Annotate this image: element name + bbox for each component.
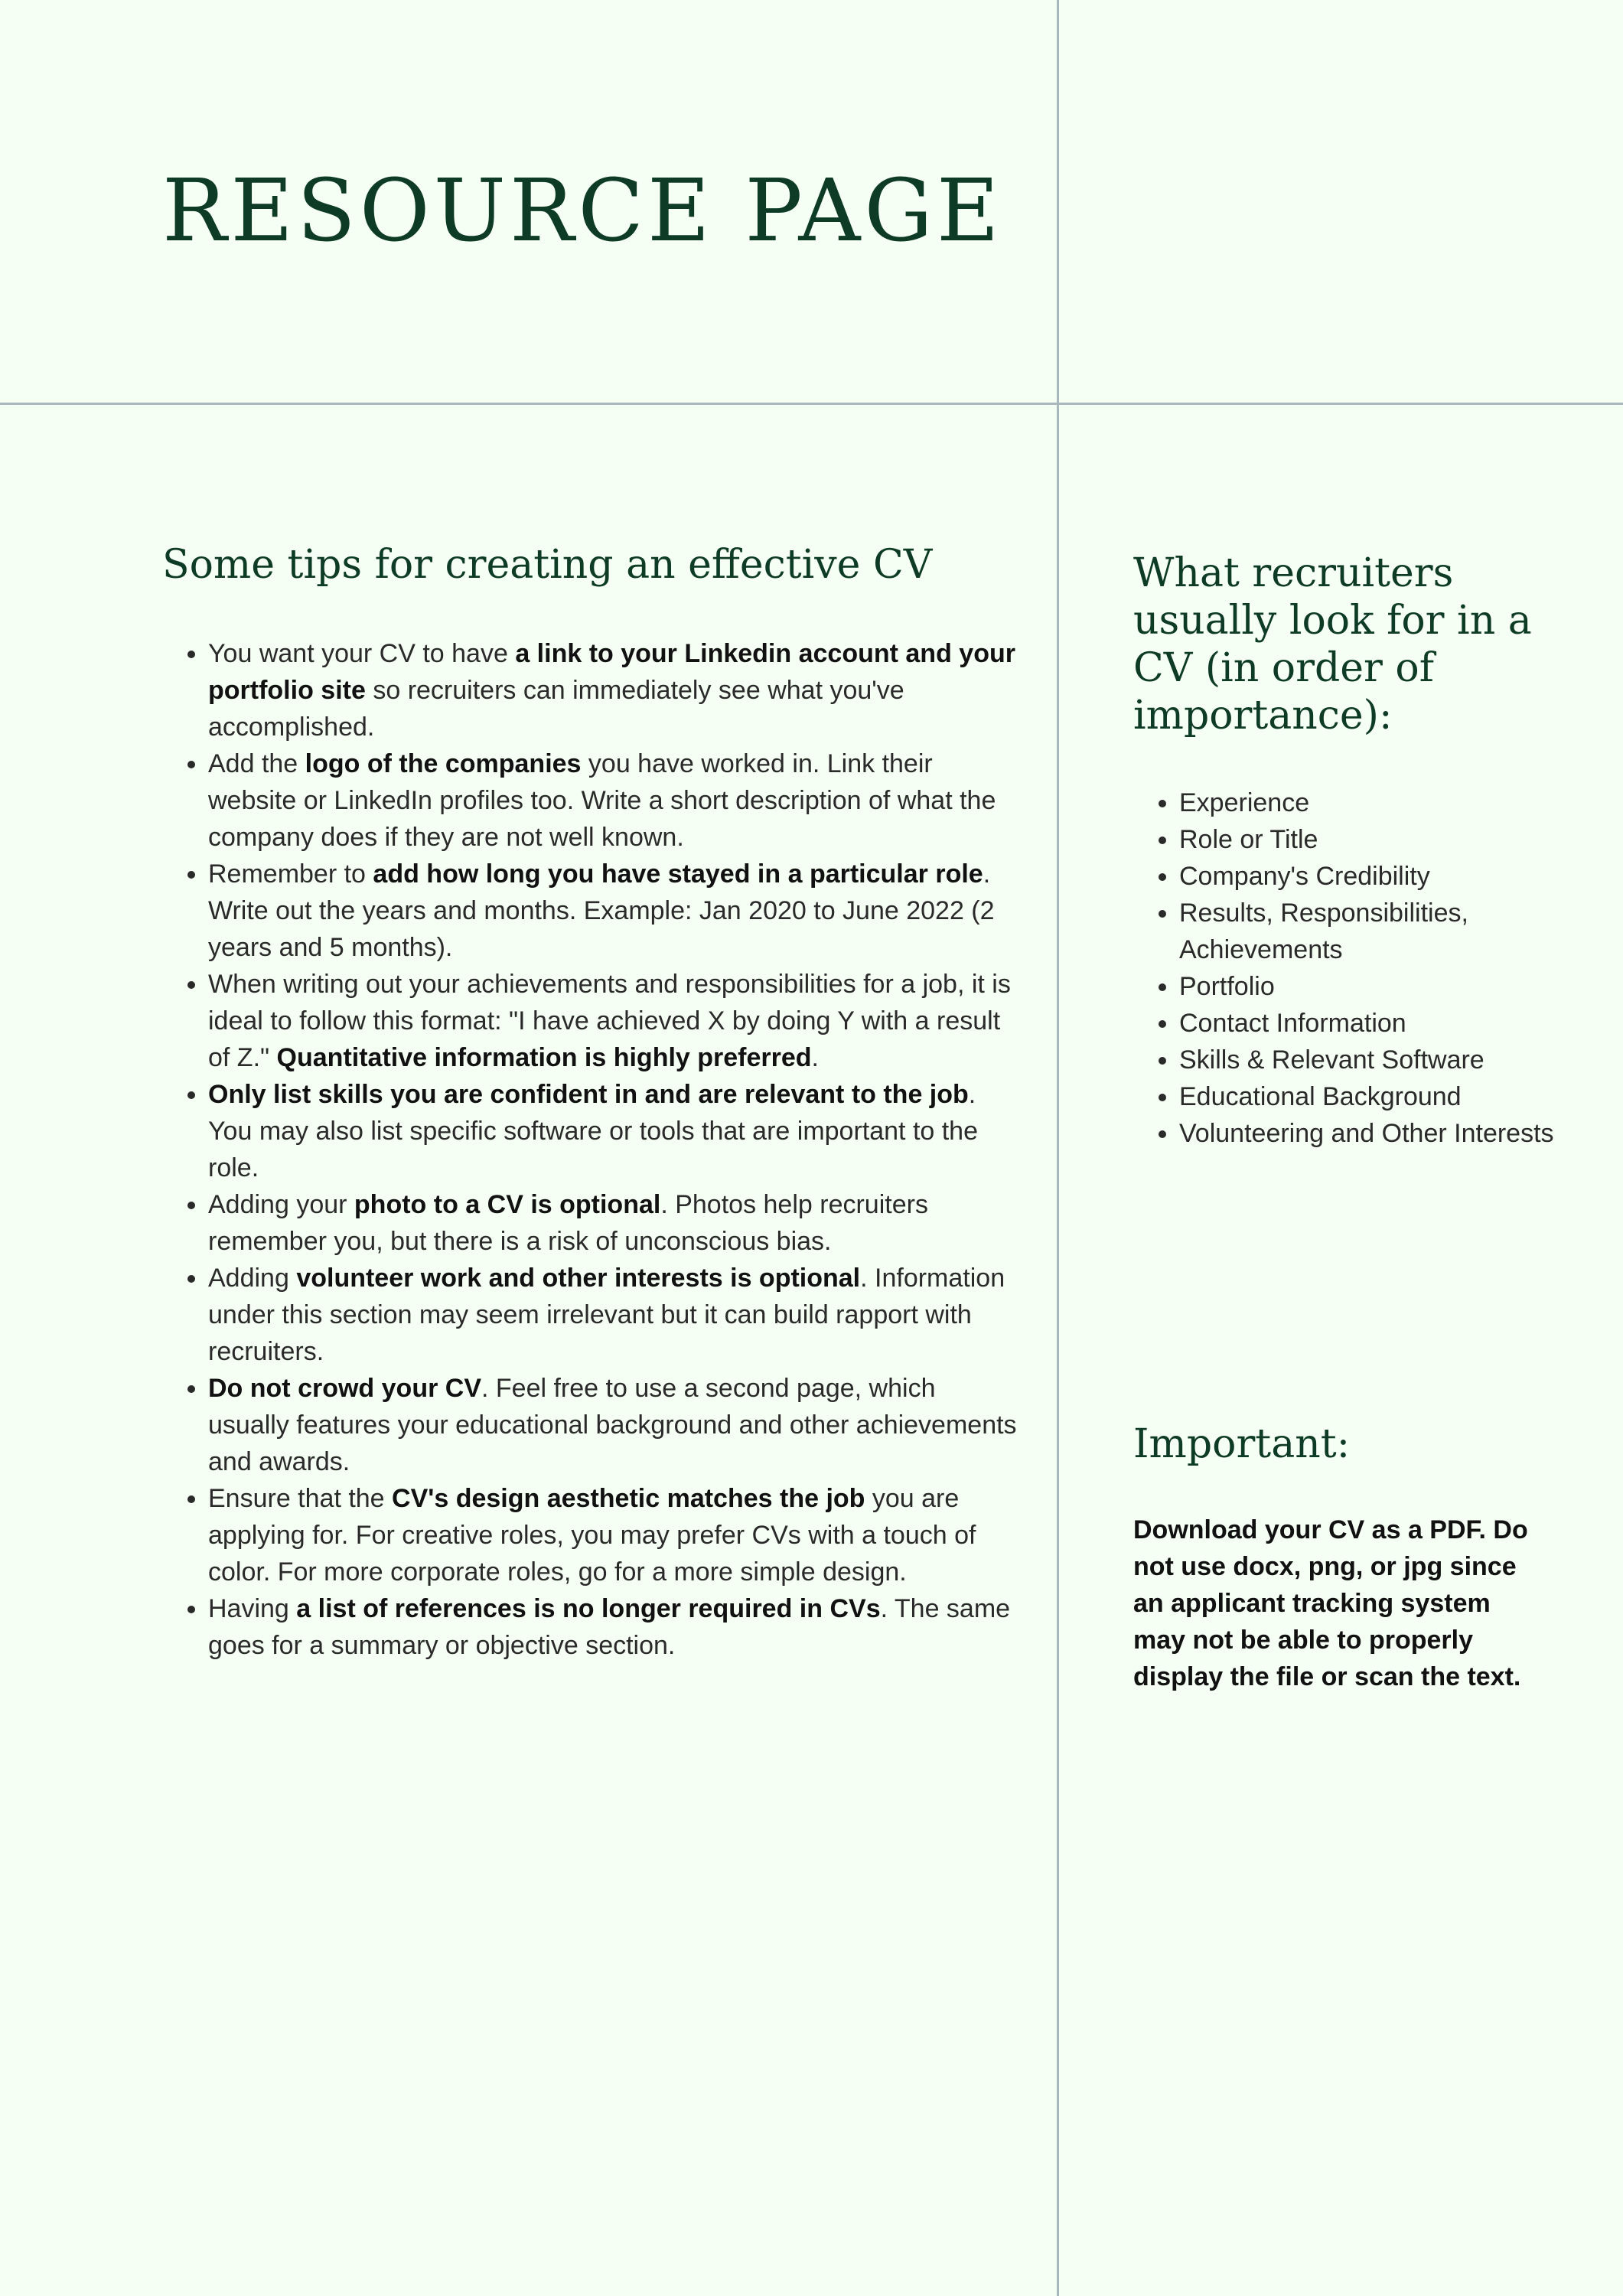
tip-emphasis: Quantitative information is highly preferred [276, 1043, 812, 1072]
tip-text: . Feel free to use a second page, which usually features your educational background and other achievements and awards. [208, 1374, 1017, 1476]
recruiters-list [1179, 784, 1562, 1152]
tip-text: . Write out the years and months. Example: Jan 2020 to June 2022 (2 years and 5 months). [208, 859, 995, 962]
tip-item [208, 745, 1019, 856]
horizontal-divider [0, 403, 1623, 405]
recruiter-criterion: • Results, Responsibilities, Achievements [1179, 895, 1562, 968]
tip-text: you have worked in. Link their website or LinkedIn profiles too. Write a short description of what the company does if they are not well known. [208, 749, 996, 852]
tip-text: . [811, 1043, 819, 1072]
tip-text: You want your CV to have [208, 639, 516, 668]
recruiter-criterion: • Company's Credibility [1179, 858, 1562, 895]
tips-heading: Some tips for creating an effective CV [162, 542, 933, 588]
tip-text: . You may also list specific software or tools that are important to the role. [208, 1080, 979, 1182]
tip-text: you are applying for. For creative roles, you may prefer CVs with a touch of color. For more corporate roles, go for a more simple design. [208, 1484, 976, 1587]
tip-emphasis: add how long you have stayed in a particular role [373, 859, 983, 889]
recruiter-criterion: • Skills & Relevant Software [1179, 1042, 1562, 1078]
tip-item [208, 1480, 1019, 1590]
page-title: RESOURCE PAGE [162, 161, 1003, 261]
tip-text: Add the [208, 749, 305, 778]
tip-text: . Photos help recruiters remember you, but there is a risk of unconscious bias. [208, 1190, 928, 1256]
recruiter-criterion: • Volunteering and Other Interests [1179, 1115, 1562, 1152]
tip-emphasis: a link to your Linkedin account and your portfolio site [208, 639, 1015, 705]
tip-emphasis: logo of the companies [305, 749, 582, 778]
tip-item [208, 635, 1019, 745]
recruiter-criterion: • Experience [1179, 784, 1562, 821]
tip-emphasis: CV's design aesthetic matches the job [392, 1484, 865, 1513]
tip-emphasis: a list of references is no longer required in CVs [296, 1594, 881, 1623]
tip-emphasis: Only list skills you are confident in and are relevant to the job [208, 1080, 969, 1109]
tips-list [208, 635, 1019, 1664]
tip-item [208, 1186, 1019, 1260]
tip-item [208, 966, 1019, 1076]
tip-item [208, 856, 1019, 966]
tip-emphasis: photo to a CV is optional [354, 1190, 661, 1219]
tip-text: Adding [208, 1264, 297, 1293]
vertical-divider [1057, 0, 1059, 2296]
recruiter-criterion: • Role or Title [1179, 821, 1562, 858]
tip-text: When writing out your achievements and responsibilities for a job, it is ideal to follow this format: "I have achieved X by doing Y with a result of Z." [208, 970, 1011, 1072]
recruiter-criterion: • Portfolio [1179, 968, 1562, 1005]
tip-text: Having [208, 1594, 297, 1623]
recruiters-heading: What recruiters usually look for in a CV (in order of importance): [1133, 550, 1532, 739]
tip-item [208, 1260, 1019, 1370]
tip-text: so recruiters can immediately see what you've accomplished. [208, 676, 904, 742]
important-text: Download your CV as a PDF. Do not use docx, png, or jpg since an applicant tracking system may not be able to properly display the file or scan the text. [1133, 1515, 1528, 1691]
tip-text: Ensure that the [208, 1484, 393, 1513]
tip-text: . The same goes for a summary or objective section. [208, 1594, 1011, 1660]
recruiter-criterion: • Contact Information [1179, 1005, 1562, 1042]
important-heading: Important: [1133, 1421, 1351, 1467]
tip-emphasis: volunteer work and other interests is optional [296, 1264, 861, 1293]
tip-item [208, 1076, 1019, 1186]
tip-text: . Information under this section may seem irrelevant but it can build rapport with recruiters. [208, 1264, 1005, 1366]
tip-text: Adding your [208, 1190, 354, 1219]
tip-text: Remember to [208, 859, 373, 889]
recruiter-criterion: • Educational Background [1179, 1078, 1562, 1115]
tip-item [208, 1590, 1019, 1664]
tip-emphasis: Do not crowd your CV [208, 1374, 481, 1403]
tip-item [208, 1370, 1019, 1480]
